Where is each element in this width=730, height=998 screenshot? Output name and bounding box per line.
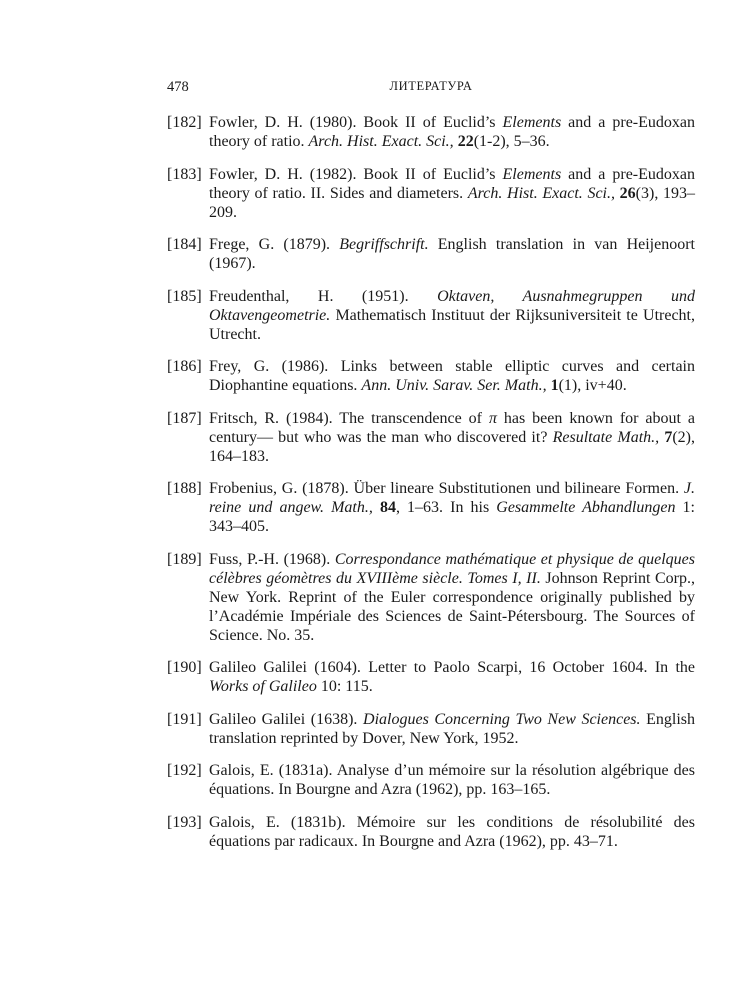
reference-text xyxy=(209,761,695,799)
reference-segment: English translation in van Heijenoort (1967). xyxy=(209,236,695,272)
reference-list xyxy=(167,113,695,864)
reference-italic-segment: Works of Galileo xyxy=(209,678,317,695)
reference-bold-segment: 26 xyxy=(619,184,636,202)
reference-number: [184] xyxy=(167,236,202,253)
reference-italic-segment: Resultate Math., xyxy=(552,428,660,446)
reference-number: [189] xyxy=(167,550,202,568)
reference-bold-segment: 1 xyxy=(550,377,559,394)
reference-italic-segment: Elements xyxy=(502,165,562,183)
reference-italic-segment: Arch. Hist. Exact. Sci., xyxy=(467,184,615,202)
reference-segment: (2), 164–183. xyxy=(209,428,695,465)
reference-segment: Freudenthal, H. (1951). xyxy=(209,287,438,305)
reference-text xyxy=(209,813,695,851)
reference-segment: Galileo Galilei (1604). Letter to Paolo Scarpi, 16 October 1604. In the xyxy=(209,659,695,676)
reference-segment: has been known for about a century— but who was the man who discovered it? xyxy=(209,409,696,446)
reference-number: [193] xyxy=(167,813,202,831)
reference-segment: (3), 193–209. xyxy=(209,184,695,221)
reference-text xyxy=(209,409,695,466)
reference-number: [187] xyxy=(167,409,202,427)
reference-italic-segment: Begriffschrift. xyxy=(339,236,429,253)
reference-bold-segment: 84 xyxy=(379,499,396,516)
reference-segment: Frey, G. (1986). Links between stable elliptic curves and certain Diophantine equations. xyxy=(209,358,695,394)
reference-segment: (1), iv+40. xyxy=(558,377,627,394)
reference-italic-segment: Oktaven, Ausnahmegruppen und Oktavengeometrie. xyxy=(209,287,696,324)
reference-italic-segment: Elements xyxy=(502,114,562,131)
reference-italic-segment: J. reine und angew. Math., xyxy=(209,480,695,516)
reference-segment xyxy=(373,499,380,516)
reference-entry xyxy=(167,357,695,395)
reference-entry xyxy=(167,761,695,799)
reference-segment: Frobenius, G. (1878). Über lineare Substitutionen und bilineare Formen. xyxy=(209,480,684,497)
reference-number: [185] xyxy=(167,287,202,305)
reference-entry xyxy=(167,287,695,344)
reference-text xyxy=(209,287,695,344)
reference-text xyxy=(209,357,695,395)
page-header xyxy=(167,79,695,99)
reference-text xyxy=(209,165,695,222)
reference-segment: , 1–63. In his xyxy=(395,499,497,516)
reference-number: [186] xyxy=(167,358,202,375)
reference-number: [188] xyxy=(167,480,202,497)
reference-segment: 10: 115. xyxy=(316,678,373,695)
reference-italic-segment: Dialogues Concerning Two New Sciences. xyxy=(363,710,641,728)
reference-segment: 1: 343–405. xyxy=(209,499,695,535)
reference-number: [192] xyxy=(167,762,202,779)
reference-number: [190] xyxy=(167,659,202,676)
reference-number: [191] xyxy=(167,710,202,728)
reference-text xyxy=(209,710,695,748)
reference-number: [182] xyxy=(167,114,202,131)
reference-entry xyxy=(167,113,695,151)
reference-segment: Fuss, P.-H. (1968). xyxy=(209,550,335,568)
reference-bold-segment: 22 xyxy=(457,133,474,150)
reference-italic-segment: Gesammelte Abhandlungen xyxy=(496,499,676,516)
reference-text xyxy=(209,658,695,696)
reference-entry xyxy=(167,813,695,851)
reference-entry xyxy=(167,658,695,696)
reference-entry xyxy=(167,165,695,222)
reference-segment: Galois, E. (1831b). Mémoire sur les conditions de résolubilité des équations par radicaux. In Bourgne and Azra (1962), pp. 43–71. xyxy=(209,813,695,850)
reference-entry xyxy=(167,710,695,748)
reference-segment: Galois, E. (1831a). Analyse d’un mémoire sur la résolution algébrique des équations. In Bourgne and Azra (1962), pp. 163–165. xyxy=(209,762,695,798)
reference-number: [183] xyxy=(167,165,202,183)
page-number: 478 xyxy=(167,79,189,95)
reference-italic-segment: π xyxy=(488,409,497,427)
reference-segment: and a pre-Eudoxan theory of ratio. xyxy=(209,114,695,150)
reference-bold-segment: 7 xyxy=(664,428,673,446)
reference-segment: Fritsch, R. (1984). The transcendence of xyxy=(209,409,489,427)
reference-segment: and a pre-Eudoxan theory of ratio. II. Sides and diameters. xyxy=(209,165,695,202)
reference-entry xyxy=(167,479,695,536)
reference-text xyxy=(209,550,695,645)
reference-entry xyxy=(167,409,695,466)
reference-segment: Johnson Reprint Corp., New York. Reprint of the Euler correspondence originally published by l’Académie Impériale des Sciences de Saint-Pétersbourg. The Sources of Science. No. 35. xyxy=(209,569,695,644)
reference-text xyxy=(209,479,695,536)
reference-text xyxy=(209,113,695,151)
reference-entry xyxy=(167,235,695,273)
reference-italic-segment: Correspondance mathématique et physique de quelques célèbres géomètres du XVIIIème siècle. Tomes I, II. xyxy=(209,550,695,587)
reference-segment: Mathematisch Instituut der Rijksuniversiteit te Utrecht, Utrecht. xyxy=(209,306,695,343)
reference-italic-segment: Ann. Univ. Sarav. Ser. Math., xyxy=(361,377,547,394)
running-title: ЛИТЕРАТУРА xyxy=(389,79,473,93)
reference-segment: English translation reprinted by Dover, New York, 1952. xyxy=(209,710,695,747)
reference-segment: Galileo Galilei (1638). xyxy=(209,710,364,728)
reference-segment: Frege, G. (1879). xyxy=(209,236,340,253)
reference-italic-segment: Arch. Hist. Exact. Sci., xyxy=(308,133,454,150)
reference-entry xyxy=(167,550,695,645)
reference-text xyxy=(209,235,695,273)
reference-segment: Fowler, D. H. (1982). Book II of Euclid’s xyxy=(209,165,503,183)
reference-segment: Fowler, D. H. (1980). Book II of Euclid’s xyxy=(209,114,503,131)
reference-segment: (1-2), 5–36. xyxy=(473,133,550,150)
